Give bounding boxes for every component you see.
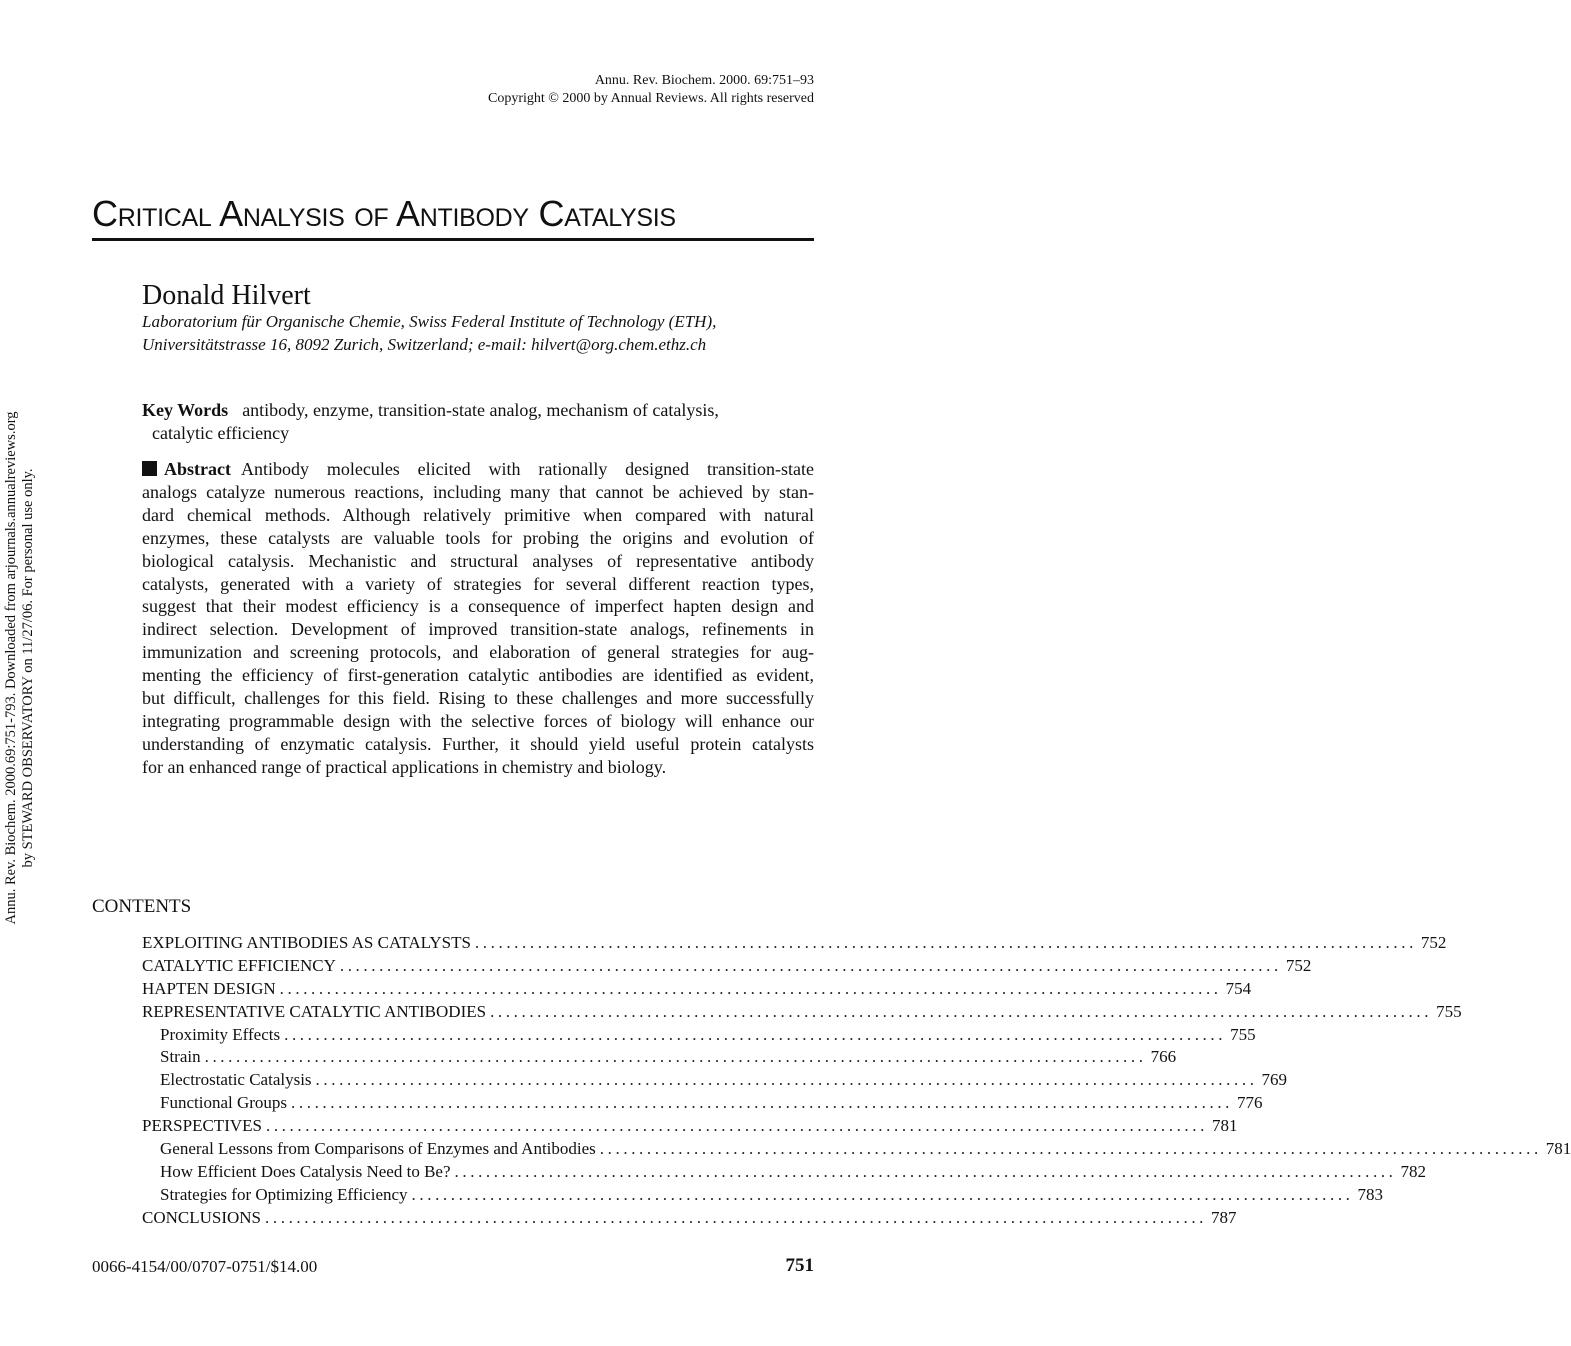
toc-entry-label: General Lessons from Comparisons of Enzymes and Antibodies — [160, 1139, 596, 1159]
toc-leader-dots: ........................................................................................................................ — [454, 1161, 1397, 1181]
toc-entry-label: Strategies for Optimizing Efficiency — [160, 1184, 408, 1204]
abstract-line: integrating programmable design with the selective forces of biology will enhance our — [142, 710, 814, 731]
toc-entry[interactable] — [142, 1069, 1288, 1092]
toc-entry[interactable] — [142, 1138, 1571, 1161]
toc-entry-page: 787 — [1211, 1207, 1237, 1227]
toc-entry-label: EXPLOITING ANTIBODIES AS CATALYSTS — [142, 933, 471, 952]
toc-entry[interactable] — [142, 1207, 1237, 1230]
citation-header — [488, 72, 814, 108]
keywords-text: catalytic efficiency — [152, 423, 290, 443]
toc-entry[interactable] — [142, 1184, 1384, 1207]
affiliation-line: Laboratorium für Organische Chemie, Swiss Federal Institute of Technology (ETH), — [142, 312, 717, 331]
toc-entry-page: 781 — [1211, 1116, 1238, 1136]
toc-leader-dots: ........................................................................................................................ — [265, 1116, 1208, 1136]
abstract-line: suggest that their modest efficiency is a consequence of imperfect hapten design and — [142, 596, 814, 617]
toc-entry-page: 769 — [1261, 1070, 1288, 1090]
toc-leader-dots: ........................................................................................................................ — [265, 1207, 1208, 1227]
toc-entry-page: 782 — [1400, 1161, 1427, 1181]
toc-entry-label: Electrostatic Catalysis — [160, 1070, 312, 1090]
toc-entry[interactable] — [142, 955, 1312, 978]
abstract-line: but difficult, challenges for this field. Rising to these challenges and more successfully — [142, 688, 814, 709]
toc-entry-label: CONCLUSIONS — [142, 1207, 262, 1227]
toc-entry-page: 766 — [1150, 1047, 1177, 1067]
affiliation-line: Universitätstrasse 16, 8092 Zurich, Switzerland; e-mail: hilvert@org.chem.ethz.ch — [142, 335, 707, 354]
toc-entry-label: REPRESENTATIVE CATALYTIC ANTIBODIES — [142, 1001, 487, 1021]
page-number: 751 — [785, 1255, 814, 1276]
download-watermark — [3, 368, 37, 968]
abstract-line: dard chemical methods. Although relatively primitive when compared with natural — [142, 504, 814, 525]
abstract-line: for an enhanced range of practical applications in chemistry and biology. — [142, 756, 667, 777]
abstract-line: biological catalysis. Mechanistic and structural analyses of representative antibody — [142, 550, 814, 571]
abstract-line: analogs catalyze numerous reactions, including many that cannot be achieved by stan- — [142, 481, 814, 502]
abstract-line — [142, 458, 814, 481]
toc-entry-page: 781 — [1545, 1139, 1571, 1159]
keywords-text: antibody, enzyme, transition-state analog, mechanism of catalysis, — [242, 400, 719, 420]
square-bullet-icon — [142, 461, 157, 476]
toc-leader-dots: ........................................................................................................................ — [339, 955, 1282, 975]
abstract-block — [142, 458, 814, 779]
toc-entry[interactable] — [142, 1046, 1177, 1069]
toc-leader-dots: ........................................................................................................................ — [204, 1047, 1147, 1067]
toc-entry-page: 752 — [1420, 933, 1447, 952]
toc-entry[interactable] — [142, 1092, 1263, 1115]
author-name: Donald Hilvert — [142, 280, 311, 311]
toc-entry[interactable] — [142, 1115, 1238, 1138]
toc-leader-dots: ........................................................................................................................ — [599, 1139, 1542, 1159]
toc-leader-dots: ........................................................................................................................ — [474, 933, 1417, 952]
table-of-contents — [142, 932, 1571, 1230]
toc-entry-page: 755 — [1230, 1024, 1256, 1044]
toc-entry[interactable] — [142, 978, 1252, 1001]
toc-entry-label: HAPTEN DESIGN — [142, 978, 276, 998]
abstract-heading: Abstract — [164, 459, 231, 479]
author-affiliation — [142, 310, 822, 356]
toc-leader-dots: ........................................................................................................................ — [284, 1024, 1227, 1044]
toc-entry-label: How Efficient Does Catalysis Need to Be? — [160, 1161, 451, 1181]
title-rule — [92, 238, 814, 241]
abstract-line: immunization and screening protocols, and elaboration of general strategies for aug- — [142, 642, 814, 663]
toc-entry[interactable] — [142, 1024, 1256, 1047]
toc-entry-page: 752 — [1285, 955, 1312, 975]
keywords-heading: Key Words — [142, 400, 229, 420]
toc-entry-page: 754 — [1225, 978, 1252, 998]
toc-entry-label: Functional Groups — [160, 1093, 288, 1113]
toc-entry-label: CATALYTIC EFFICIENCY — [142, 955, 336, 975]
watermark-line: by STEWARD OBSERVATORY on 11/27/06. For personal use only. — [20, 468, 36, 868]
toc-leader-dots: ........................................................................................................................ — [291, 1093, 1234, 1113]
toc-leader-dots: ........................................................................................................................ — [279, 978, 1222, 998]
toc-entry-label: Strain — [160, 1047, 201, 1067]
abstract-line: catalysts, generated with a variety of strategies for several different reaction types, — [142, 573, 814, 594]
abstract-line: indirect selection. Development of improved transition-state analogs, refinements in — [142, 619, 814, 640]
toc-entry-label: PERSPECTIVES — [142, 1116, 262, 1136]
article-title: Critical Analysis of Antibody Catalysis — [92, 193, 676, 234]
toc-entry-label: Proximity Effects — [160, 1024, 281, 1044]
contents-heading: CONTENTS — [92, 896, 192, 917]
watermark-line: Annu. Rev. Biochem. 2000.69:751-793. Downloaded from arjournals.annualreviews.org — [3, 411, 19, 925]
abstract-line: menting the efficiency of first-generation catalytic antibodies are identified as evident, — [142, 665, 814, 686]
copyright-line: Copyright © 2000 by Annual Reviews. All rights reserved — [488, 91, 814, 106]
citation-line: Annu. Rev. Biochem. 2000. 69:751–93 — [594, 73, 814, 88]
toc-entry[interactable] — [142, 1161, 1427, 1184]
toc-entry-page: 776 — [1237, 1093, 1263, 1113]
toc-entry[interactable] — [142, 932, 1447, 955]
abstract-line: enzymes, these catalysts are valuable tools for probing the origins and evolution of — [142, 527, 814, 548]
toc-entry-page: 755 — [1436, 1001, 1462, 1021]
keywords-block — [142, 399, 814, 445]
toc-entry-page: 783 — [1357, 1184, 1384, 1204]
toc-leader-dots: ........................................................................................................................ — [411, 1184, 1354, 1204]
abstract-line: understanding of enzymatic catalysis. Further, it should yield useful protein catalysts — [142, 733, 814, 754]
article-code: 0066-4154/00/0707-0751/$14.00 — [92, 1257, 318, 1276]
toc-leader-dots: ........................................................................................................................ — [490, 1001, 1433, 1021]
abstract-text: Antibody molecules elicited with rationally designed transition-state — [240, 459, 814, 479]
toc-entry[interactable] — [142, 1001, 1462, 1024]
toc-leader-dots: ........................................................................................................................ — [315, 1070, 1258, 1090]
